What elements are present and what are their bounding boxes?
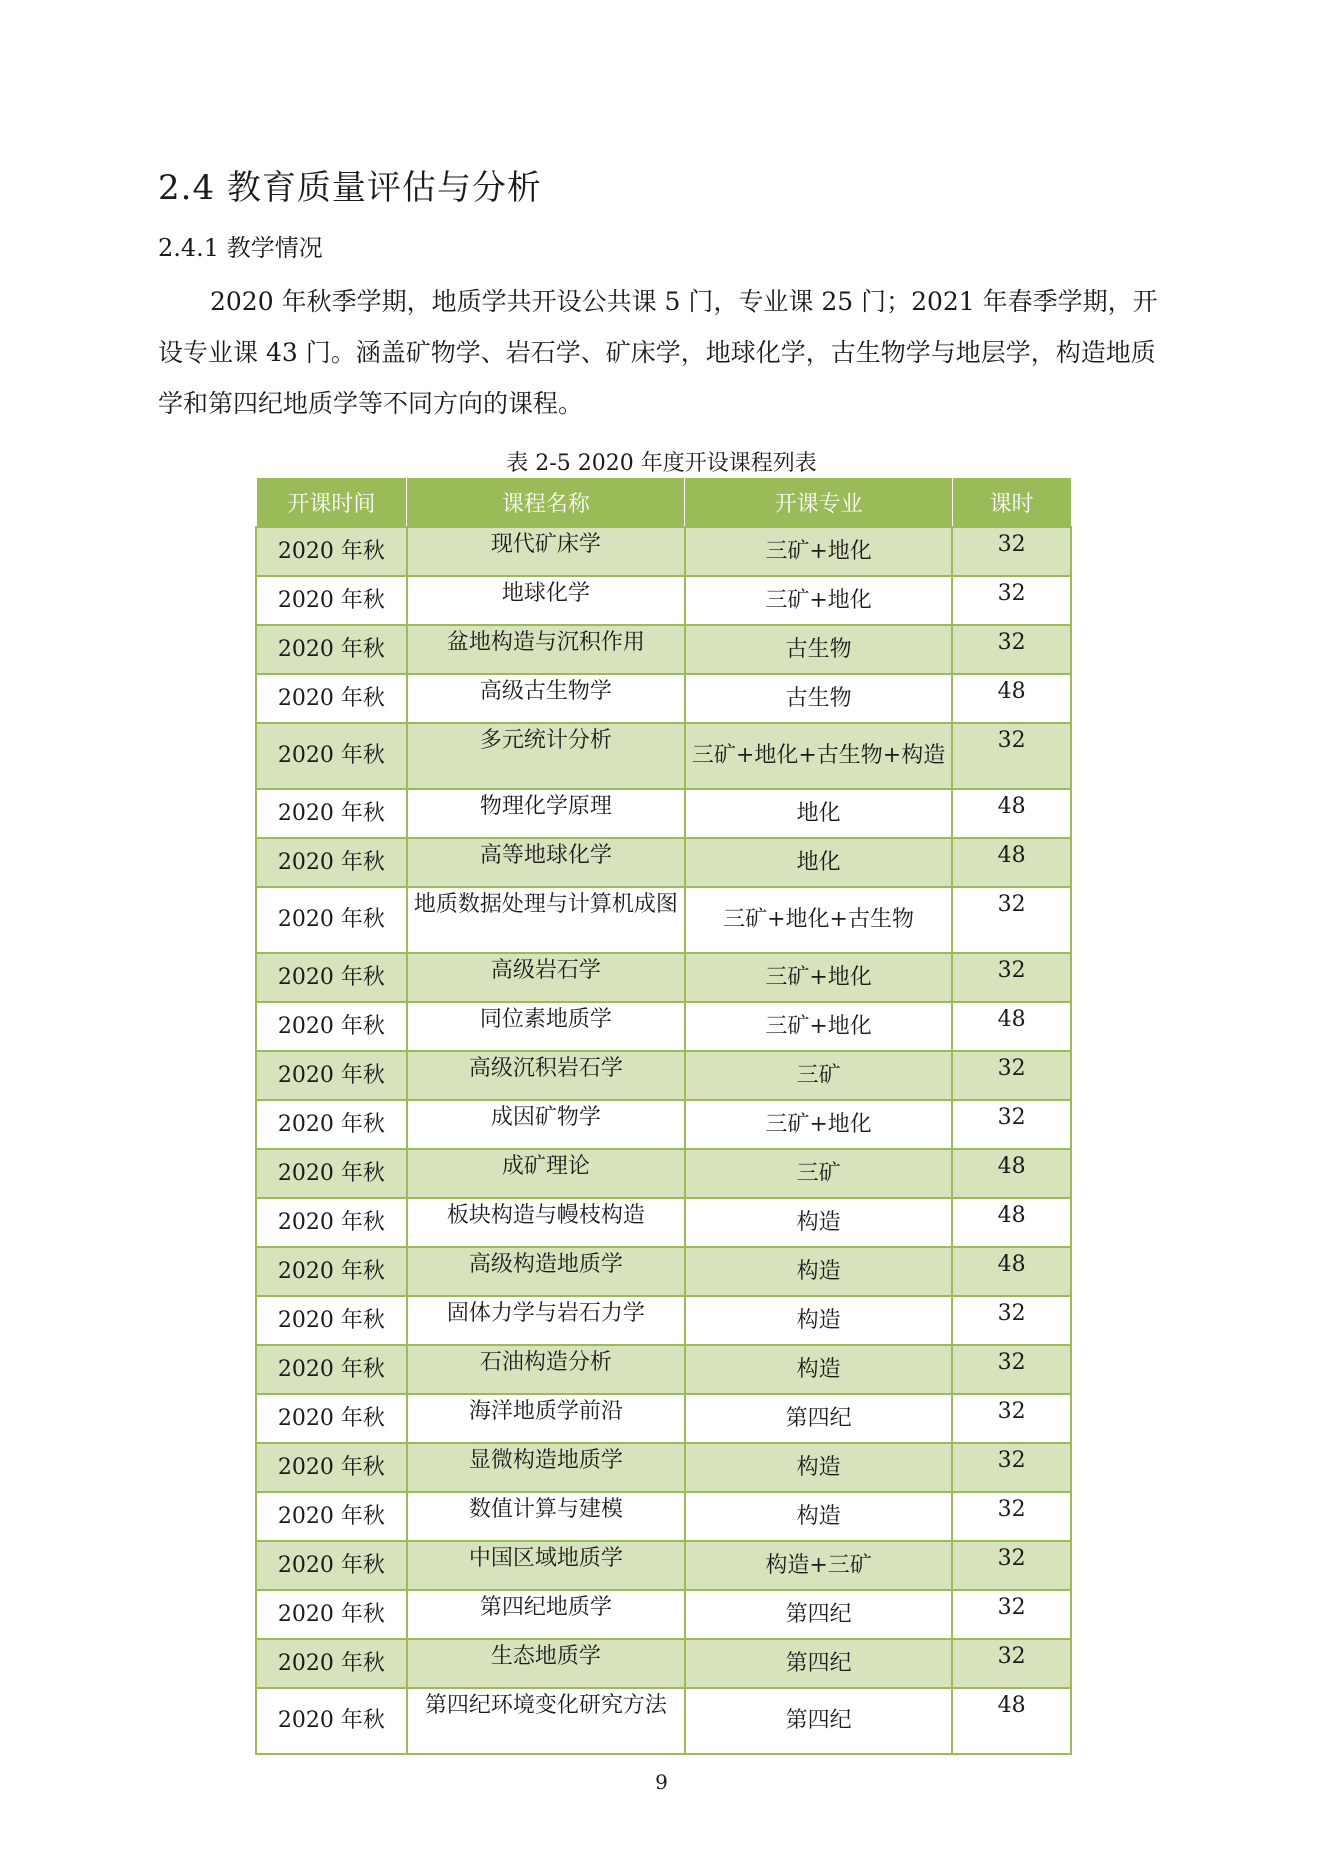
table-row xyxy=(256,1541,1071,1590)
table-row xyxy=(256,1345,1071,1394)
cell-course-name: 第四纪地质学 xyxy=(407,1590,685,1639)
cell-major: 三矿+地化+古生物+构造 xyxy=(685,723,952,789)
cell-course-name: 盆地构造与沉积作用 xyxy=(407,625,685,674)
cell-hours: 32 xyxy=(952,1345,1071,1394)
cell-term: 2020 年秋 xyxy=(256,1443,407,1492)
table-row xyxy=(256,838,1071,887)
body-paragraph: 2020 年秋季学期，地质学共开设公共课 5 门，专业课 25 门；2021 年春季学期，开设专业课 43 门。涵盖矿物学、岩石学、矿床学，地球化学，古生物学与地层学，构造地质学和第四纪地质学等不同方向的课程。 xyxy=(158,287,1158,418)
cell-major: 构造 xyxy=(685,1198,952,1247)
table-row xyxy=(256,1688,1071,1754)
table-row xyxy=(256,789,1071,838)
cell-course-name: 高级构造地质学 xyxy=(407,1247,685,1296)
cell-major: 三矿+地化 xyxy=(685,576,952,625)
header-term: 开课时间 xyxy=(256,478,407,527)
cell-course-name: 数值计算与建模 xyxy=(407,1492,685,1541)
cell-hours: 32 xyxy=(952,527,1071,576)
table-row xyxy=(256,625,1071,674)
cell-course-name: 高等地球化学 xyxy=(407,838,685,887)
cell-hours: 32 xyxy=(952,1100,1071,1149)
table-row xyxy=(256,887,1071,953)
table-row xyxy=(256,1492,1071,1541)
cell-term: 2020 年秋 xyxy=(256,1296,407,1345)
cell-hours: 32 xyxy=(952,953,1071,1002)
cell-term: 2020 年秋 xyxy=(256,1688,407,1754)
table-row xyxy=(256,723,1071,789)
cell-course-name: 成因矿物学 xyxy=(407,1100,685,1149)
cell-hours: 32 xyxy=(952,1051,1071,1100)
cell-hours: 48 xyxy=(952,1688,1071,1754)
cell-course-name: 石油构造分析 xyxy=(407,1345,685,1394)
cell-course-name: 物理化学原理 xyxy=(407,789,685,838)
cell-course-name: 同位素地质学 xyxy=(407,1002,685,1051)
table-row xyxy=(256,576,1071,625)
cell-term: 2020 年秋 xyxy=(256,1345,407,1394)
cell-hours: 32 xyxy=(952,723,1071,789)
table-row xyxy=(256,1002,1071,1051)
cell-hours: 48 xyxy=(952,838,1071,887)
cell-course-name: 固体力学与岩石力学 xyxy=(407,1296,685,1345)
cell-term: 2020 年秋 xyxy=(256,1100,407,1149)
table-row xyxy=(256,674,1071,723)
cell-term: 2020 年秋 xyxy=(256,1002,407,1051)
cell-major: 三矿+地化 xyxy=(685,527,952,576)
cell-course-name: 成矿理论 xyxy=(407,1149,685,1198)
table-row xyxy=(256,527,1071,576)
cell-major: 三矿+地化+古生物 xyxy=(685,887,952,953)
cell-hours: 48 xyxy=(952,674,1071,723)
cell-term: 2020 年秋 xyxy=(256,1541,407,1590)
cell-hours: 32 xyxy=(952,1590,1071,1639)
cell-hours: 32 xyxy=(952,1639,1071,1688)
cell-term: 2020 年秋 xyxy=(256,625,407,674)
cell-major: 构造 xyxy=(685,1443,952,1492)
cell-course-name: 板块构造与幔枝构造 xyxy=(407,1198,685,1247)
cell-hours: 48 xyxy=(952,1149,1071,1198)
cell-course-name: 高级古生物学 xyxy=(407,674,685,723)
cell-course-name: 地球化学 xyxy=(407,576,685,625)
section-title: 2.4 教育质量评估与分析 xyxy=(158,168,542,208)
cell-course-name: 多元统计分析 xyxy=(407,723,685,789)
cell-hours: 48 xyxy=(952,789,1071,838)
cell-course-name: 海洋地质学前沿 xyxy=(407,1394,685,1443)
cell-hours: 48 xyxy=(952,1247,1071,1296)
cell-term: 2020 年秋 xyxy=(256,527,407,576)
cell-term: 2020 年秋 xyxy=(256,576,407,625)
cell-major: 第四纪 xyxy=(685,1590,952,1639)
table-body xyxy=(256,527,1071,1754)
cell-term: 2020 年秋 xyxy=(256,953,407,1002)
cell-course-name: 高级沉积岩石学 xyxy=(407,1051,685,1100)
cell-term: 2020 年秋 xyxy=(256,1394,407,1443)
cell-major: 古生物 xyxy=(685,625,952,674)
cell-hours: 32 xyxy=(952,625,1071,674)
cell-major: 第四纪 xyxy=(685,1688,952,1754)
cell-term: 2020 年秋 xyxy=(256,1590,407,1639)
cell-term: 2020 年秋 xyxy=(256,1247,407,1296)
cell-major: 构造 xyxy=(685,1296,952,1345)
cell-term: 2020 年秋 xyxy=(256,674,407,723)
cell-major: 地化 xyxy=(685,838,952,887)
cell-hours: 32 xyxy=(952,1541,1071,1590)
cell-course-name: 高级岩石学 xyxy=(407,953,685,1002)
cell-major: 三矿 xyxy=(685,1051,952,1100)
table-row xyxy=(256,1198,1071,1247)
cell-major: 构造 xyxy=(685,1492,952,1541)
page-number: 9 xyxy=(655,1770,668,1794)
header-course-name: 课程名称 xyxy=(407,478,685,527)
table-row xyxy=(256,1051,1071,1100)
course-table xyxy=(255,478,1072,1755)
cell-term: 2020 年秋 xyxy=(256,1149,407,1198)
cell-major: 古生物 xyxy=(685,674,952,723)
cell-major: 第四纪 xyxy=(685,1639,952,1688)
cell-major: 第四纪 xyxy=(685,1394,952,1443)
subsection-title: 2.4.1 教学情况 xyxy=(158,234,323,262)
cell-hours: 32 xyxy=(952,1394,1071,1443)
cell-hours: 32 xyxy=(952,887,1071,953)
cell-hours: 32 xyxy=(952,1492,1071,1541)
header-hours: 课时 xyxy=(952,478,1071,527)
cell-major: 三矿+地化 xyxy=(685,953,952,1002)
cell-term: 2020 年秋 xyxy=(256,887,407,953)
cell-term: 2020 年秋 xyxy=(256,838,407,887)
cell-term: 2020 年秋 xyxy=(256,1639,407,1688)
table-header-row xyxy=(256,478,1071,527)
cell-term: 2020 年秋 xyxy=(256,1051,407,1100)
table-row xyxy=(256,953,1071,1002)
table-row xyxy=(256,1590,1071,1639)
cell-course-name: 显微构造地质学 xyxy=(407,1443,685,1492)
cell-course-name: 生态地质学 xyxy=(407,1639,685,1688)
cell-major: 构造 xyxy=(685,1345,952,1394)
cell-course-name: 地质数据处理与计算机成图 xyxy=(407,887,685,953)
table-caption: 表 2-5 2020 年度开设课程列表 xyxy=(506,451,817,476)
cell-course-name: 中国区域地质学 xyxy=(407,1541,685,1590)
table-row xyxy=(256,1296,1071,1345)
cell-term: 2020 年秋 xyxy=(256,1198,407,1247)
cell-term: 2020 年秋 xyxy=(256,1492,407,1541)
cell-major: 构造 xyxy=(685,1247,952,1296)
table-row xyxy=(256,1100,1071,1149)
cell-hours: 48 xyxy=(952,1002,1071,1051)
cell-course-name: 现代矿床学 xyxy=(407,527,685,576)
table-row xyxy=(256,1443,1071,1492)
cell-course-name: 第四纪环境变化研究方法 xyxy=(407,1688,685,1754)
table-row xyxy=(256,1149,1071,1198)
cell-major: 三矿 xyxy=(685,1149,952,1198)
cell-major: 构造+三矿 xyxy=(685,1541,952,1590)
header-major: 开课专业 xyxy=(685,478,952,527)
cell-term: 2020 年秋 xyxy=(256,723,407,789)
cell-hours: 32 xyxy=(952,1296,1071,1345)
cell-hours: 48 xyxy=(952,1198,1071,1247)
cell-term: 2020 年秋 xyxy=(256,789,407,838)
cell-major: 三矿+地化 xyxy=(685,1100,952,1149)
cell-hours: 32 xyxy=(952,1443,1071,1492)
cell-hours: 32 xyxy=(952,576,1071,625)
table-row xyxy=(256,1639,1071,1688)
table-row xyxy=(256,1247,1071,1296)
table-row xyxy=(256,1394,1071,1443)
cell-major: 地化 xyxy=(685,789,952,838)
cell-major: 三矿+地化 xyxy=(685,1002,952,1051)
